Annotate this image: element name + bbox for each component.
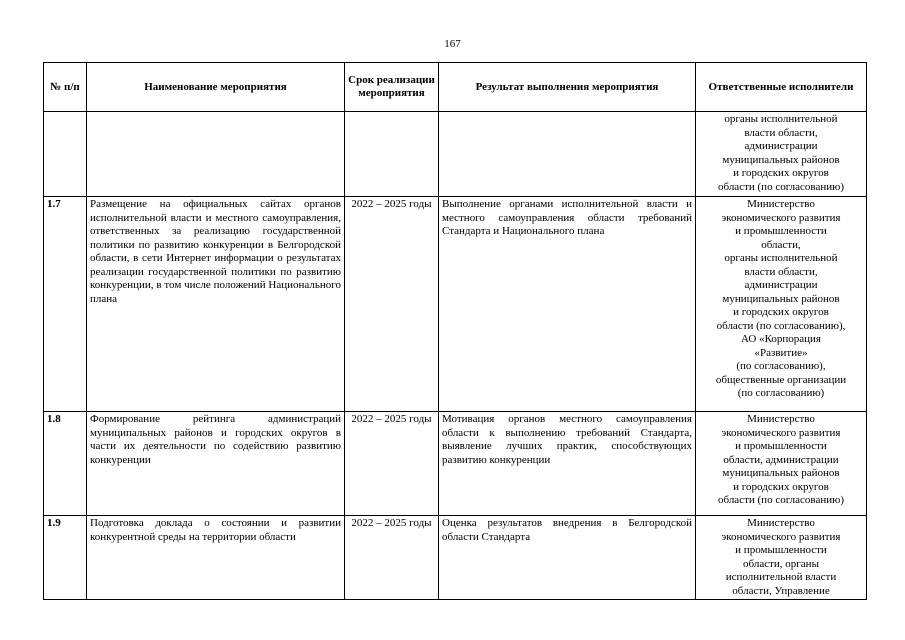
responsible-line: муниципальных районов — [722, 292, 840, 305]
row-term: 2022 – 2025 годы — [345, 412, 439, 516]
measures-table — [43, 62, 867, 600]
header-no: № п/п — [44, 63, 87, 112]
responsible-line: и промышленности — [735, 440, 827, 452]
row-no — [44, 112, 87, 197]
header-result: Результат выполнения мероприятия — [439, 63, 696, 112]
table-header-row — [44, 63, 867, 112]
row-term: 2022 – 2025 годы — [345, 197, 439, 412]
row-name — [87, 112, 345, 197]
page-number: 167 — [444, 38, 461, 50]
responsible-line: общественные организации — [715, 373, 847, 386]
responsible-line: области, Управление — [732, 584, 830, 597]
responsible-line: и промышленности — [735, 225, 827, 237]
row-no: 1.8 — [44, 412, 87, 516]
responsible-line: Министерство — [747, 413, 815, 425]
row-responsible — [696, 197, 867, 412]
row-no: 1.9 — [44, 516, 87, 600]
responsible-line: «Развитие» — [754, 346, 808, 359]
responsible-line: власти области, — [744, 126, 818, 139]
row-name: Формирование рейтинга администраций муниципальных районов и городских округов в части их деятельности по содействию развитию конкуренции — [87, 412, 345, 516]
responsible-line: области, администрации — [723, 453, 839, 466]
table-row-continuation — [44, 112, 867, 197]
table-row-1-7 — [44, 197, 867, 412]
row-name: Размещение на официальных сайтах органов исполнительной власти и местного самоуправления, ответственных за реализацию государственной политики по развитию конкуренции в Белгородской области, в сети Интернет информации о результатах реализации государственной политики по развитию конкуренции, в том числе положений Национального плана — [87, 197, 345, 412]
responsible-line: экономического развития — [721, 211, 841, 224]
row-name: Подготовка доклада о состоянии и развитии конкурентной среды на территории области — [87, 516, 345, 600]
responsible-line: муниципальных районов — [722, 467, 840, 479]
responsible-line: (по согласованию), — [736, 360, 826, 372]
responsible-line: области, органы — [743, 557, 819, 570]
responsible-line: экономического развития — [721, 530, 841, 543]
table-row-1-8 — [44, 412, 867, 516]
responsible-line: Министерство — [747, 198, 815, 210]
header-term: Срок реализации мероприятия — [345, 63, 439, 112]
responsible-line: органы исполнительной — [724, 113, 838, 125]
responsible-line: и городских округов — [733, 167, 829, 179]
responsible-line: Министерство — [747, 517, 815, 529]
responsible-line: администрации — [744, 279, 818, 291]
table-row-1-9 — [44, 516, 867, 600]
responsible-line: области (по согласованию) — [718, 180, 844, 193]
row-result: Выполнение органами исполнительной власти и местного самоуправления области требований Стандарта и Национального плана — [439, 197, 696, 412]
responsible-line: органы исполнительной — [724, 252, 838, 264]
row-no: 1.7 — [44, 197, 87, 412]
responsible-line: власти области, — [744, 265, 818, 278]
row-result: Мотивация органов местного самоуправления области к выполнению требований Стандарта, выявление лучших практик, способствующих развитию конкуренции — [439, 412, 696, 516]
responsible-line: (по согласованию) — [737, 387, 825, 399]
responsible-line: и городских округов — [733, 306, 829, 318]
row-responsible — [696, 112, 867, 197]
row-responsible — [696, 516, 867, 600]
responsible-line: и городских округов — [733, 480, 829, 493]
header-name: Наименование мероприятия — [87, 63, 345, 112]
row-term: 2022 – 2025 годы — [345, 516, 439, 600]
responsible-line: и промышленности — [735, 544, 827, 556]
responsible-line: исполнительной власти — [725, 571, 837, 583]
responsible-line: области, — [761, 238, 801, 251]
responsible-line: АО «Корпорация — [741, 333, 821, 345]
row-result — [439, 112, 696, 197]
responsible-line: области (по согласованию), — [716, 319, 846, 332]
header-responsible: Ответственные исполнители — [696, 63, 867, 112]
responsible-line: области (по согласованию) — [718, 494, 844, 506]
responsible-line: экономического развития — [721, 426, 841, 439]
row-result: Оценка результатов внедрения в Белгородской области Стандарта — [439, 516, 696, 600]
responsible-line: муниципальных районов — [722, 153, 840, 166]
row-term — [345, 112, 439, 197]
responsible-line: администрации — [744, 140, 818, 152]
row-responsible — [696, 412, 867, 516]
